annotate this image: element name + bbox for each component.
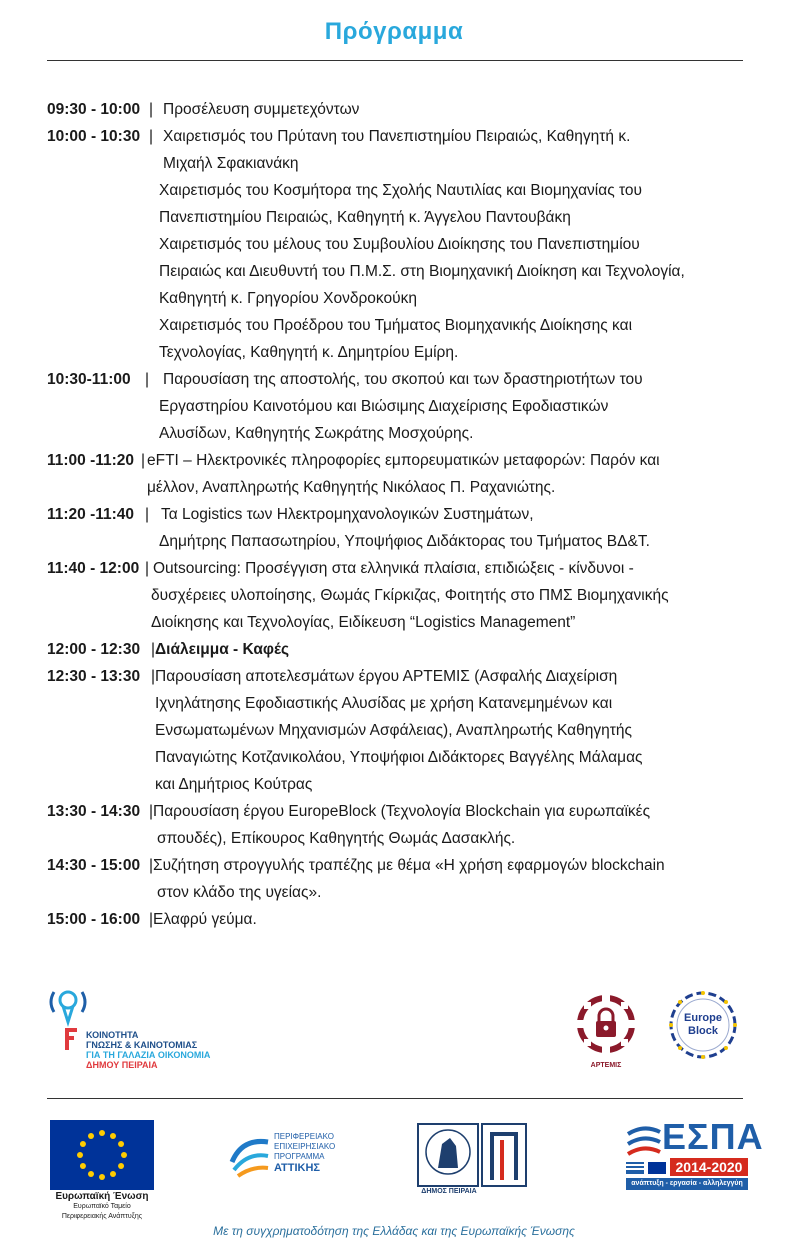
attica-text [274, 1132, 335, 1175]
kgk-line4: ΔΗΜΟΥ ΠΕΙΡΑΙΑ [86, 1060, 158, 1070]
schedule-item [47, 501, 747, 555]
schedule-time: 10:00 - 10:30 [47, 128, 141, 145]
artemis-caption: ΑΡΤΕΜΙΣ [590, 1062, 622, 1069]
page-title: Πρόγραμμα [324, 18, 464, 45]
kgk-line1: ΚΟΙΝΟΤΗΤΑ [86, 1030, 139, 1040]
schedule [47, 96, 747, 933]
schedule-item [47, 123, 747, 366]
schedule-item [47, 96, 747, 123]
attica-line2: ΕΠΙΧΕΙΡΗΣΙΑΚΟ [274, 1142, 336, 1151]
schedule-text-line: Πειραιώς και Διευθυντή του Π.Μ.Σ. στη Βιομηχανική Διοίκηση και Τεχνολογία, [159, 263, 685, 280]
attica-swirl-icon [224, 1132, 274, 1182]
schedule-text-line: Ενσωματωμένων Μηχανισμών Ασφάλειας), Αναπληρωτής Καθηγητής [155, 722, 632, 739]
chain-lock-icon [568, 988, 644, 1060]
schedule-text-line: Τεχνολογίας, Καθηγητή κ. Δημητρίου Εμίρη. [159, 344, 459, 361]
schedule-item [47, 636, 747, 663]
schedule-text-line: Τα Logistics των Ηλεκτρομηχανολογικών Συστημάτων, [161, 506, 534, 523]
schedule-text-line: Χαιρετισμός του Πρύτανη του Πανεπιστημίου Πειραιώς, Καθηγητή κ. [163, 128, 631, 145]
eu-star [99, 1130, 105, 1136]
europeblock-line2: Block [688, 1025, 718, 1037]
eu-star [99, 1174, 105, 1180]
kgk-line3: ΓΙΑ ΤΗ ΓΑΛΑΖΙΑ ΟΙΚΟΝΟΜΙΑ [86, 1050, 211, 1060]
schedule-separator: | [145, 371, 150, 388]
eu-text [46, 1192, 158, 1222]
schedule-text-line: Διοίκησης και Τεχνολογίας, Ειδίκευση “Logistics Management” [151, 614, 576, 631]
eu-star [88, 1133, 94, 1139]
attica-logo [224, 1128, 354, 1188]
schedule-item [47, 663, 747, 798]
bottom-divider [47, 1098, 743, 1099]
schedule-text-line: Χαιρετισμός του Προέδρου του Τμήματος Βιομηχανικής Διοίκησης και [159, 317, 633, 334]
piraeus-emblem-icon [416, 1122, 528, 1188]
eu-star [110, 1171, 116, 1177]
eu-star [80, 1141, 86, 1147]
eu-star [118, 1163, 124, 1169]
schedule-time: 11:40 - 12:00 [47, 560, 140, 577]
eu-star [80, 1163, 86, 1169]
schedule-text-line: Ελαφρύ γεύμα. [153, 911, 257, 928]
schedule-item [47, 366, 747, 447]
eu-star [118, 1141, 124, 1147]
schedule-text-line: Καθηγητή κ. Γρηγορίου Χονδροκούκη [159, 290, 417, 307]
schedule-text-line: Πανεπιστημίου Πειραιώς, Καθηγητή κ. Άγγελου Παντουβάκη [159, 209, 571, 226]
schedule-separator: | [151, 641, 156, 658]
schedule-text-line: Δημήτρης Παπασωτηρίου, Υποψήφιος Διδάκτορας του Τμήματος ΒΔ&Τ. [159, 533, 650, 550]
attica-line4: ΑΤΤΙΚΗΣ [274, 1162, 321, 1174]
schedule-text-line: και Δημήτριος Κούτρας [155, 776, 313, 793]
schedule-text-line: Παρουσίαση της αποστολής, του σκοπού και των δραστηριοτήτων του [163, 371, 643, 388]
europeblock-text [662, 1012, 744, 1038]
top-divider [47, 60, 743, 61]
schedule-text-line: Συζήτηση στρογγυλής τραπέζης με θέμα «Η χρήση εφαρμογών blockchain [153, 857, 665, 874]
schedule-text-line: Μιχαήλ Σφακιανάκη [163, 155, 299, 172]
eu-logo [46, 1120, 158, 1220]
kgk-pin-icon [44, 986, 104, 1032]
schedule-text-line: μέλλον, Αναπληρωτής Καθηγητής Νικόλαος Π. Ραχανιώτης. [147, 479, 556, 496]
eu-star [77, 1152, 83, 1158]
schedule-time: 09:30 - 10:00 [47, 101, 141, 118]
espa-wave-icon [624, 1124, 664, 1160]
schedule-text-line: Αλυσίδων, Καθηγητής Σωκράτης Μοσχούρης. [159, 425, 474, 442]
eu-line2: Ευρωπαϊκό Ταμείο [73, 1203, 131, 1210]
espa-name: ΕΣΠΑ [662, 1116, 764, 1157]
schedule-item [47, 798, 747, 852]
schedule-text-line: Ιχνηλάτησης Εφοδιαστικής Αλυσίδας με χρήση Κατανεμημένων και [155, 695, 613, 712]
eu-star [110, 1133, 116, 1139]
schedule-separator: | [149, 128, 154, 145]
schedule-text-line: Εργαστηρίου Καινοτόμου και Βιώσιμης Διαχείρισης Εφοδιαστικών [159, 398, 609, 415]
europeblock-logo [662, 984, 744, 1066]
espa-logo [624, 1116, 764, 1188]
schedule-separator: | [141, 452, 146, 469]
schedule-separator: | [149, 101, 154, 118]
schedule-text-line: δυσχέρειες υλοποίησης, Θωμάς Γκίρκιζας, Φοιτητής στο ΠΜΣ Βιομηχανικής [151, 587, 669, 604]
schedule-text-line: eFTI – Ηλεκτρονικές πληροφορίες εμπορευματικών μεταφορών: Παρόν και [147, 452, 660, 469]
schedule-time: 15:00 - 16:00 [47, 911, 141, 928]
schedule-time: 11:20 -11:40 [47, 506, 135, 523]
piraeus-caption: ΔΗΜΟΣ ΠΕΙΡΑΙΑ [421, 1188, 477, 1195]
schedule-text-line: Διάλειμμα - Καφές [155, 641, 290, 658]
schedule-time: 12:30 - 13:30 [47, 668, 141, 685]
piraeus-logo [416, 1122, 528, 1198]
schedule-text-line: Outsourcing: Προσέγγιση στα ελληνικά πλαίσια, επιδιώξεις - κίνδυνοι - [153, 560, 634, 577]
eu-star [88, 1171, 94, 1177]
attica-line1: ΠΕΡΙΦΕΡΕΙΑΚΟ [274, 1132, 334, 1141]
schedule-separator: | [145, 560, 150, 577]
schedule-time: 13:30 - 14:30 [47, 803, 141, 820]
kgk-mark-icon [65, 1028, 79, 1050]
schedule-text-line: Προσέλευση συμμετεχόντων [163, 101, 360, 118]
schedule-time: 11:00 -11:20 [47, 452, 135, 469]
schedule-text-line: σπουδές), Επίκουρος Καθηγητής Θωμάς Δασακλής. [157, 830, 516, 847]
schedule-text-line: Παρουσίαση έργου EuropeBlock (Τεχνολογία Blockchain για ευρωπαϊκές [153, 803, 651, 820]
kgk-text [86, 1030, 210, 1070]
kgk-logo [44, 986, 244, 1076]
schedule-text-line: Παναγιώτης Κοτζανικολάου, Υποψήφιοι Διδάκτορες Βαγγέλης Μάλαμας [155, 749, 643, 766]
artemis-logo [568, 988, 644, 1074]
schedule-separator: | [145, 506, 150, 523]
eu-flag-icon [50, 1120, 154, 1190]
schedule-separator: | [149, 857, 154, 874]
eu-star [121, 1152, 127, 1158]
eu-line1: Ευρωπαϊκή Ένωση [55, 1191, 149, 1202]
flags-icon [626, 1162, 666, 1174]
schedule-text-line: Χαιρετισμός του μέλους του Συμβουλίου Διοίκησης του Πανεπιστημίου [159, 236, 640, 253]
espa-motto: ανάπτυξη - εργασία - αλληλεγγύη [626, 1178, 748, 1190]
schedule-separator: | [149, 803, 154, 820]
europeblock-line1: Europe [684, 1012, 722, 1024]
schedule-time: 14:30 - 15:00 [47, 857, 141, 874]
schedule-item [47, 852, 747, 906]
attica-line3: ΠΡΟΓΡΑΜΜΑ [274, 1152, 325, 1161]
kgk-line2: ΓΝΩΣΗΣ & ΚΑΙΝΟΤΟΜΙΑΣ [86, 1040, 198, 1050]
schedule-text-line: Παρουσίαση αποτελεσμάτων έργου ΑΡΤΕΜΙΣ (Ασφαλής Διαχείριση [155, 668, 618, 685]
schedule-item [47, 447, 747, 501]
schedule-separator: | [151, 668, 156, 685]
schedule-item [47, 555, 747, 636]
cofunding-note: Με τη συγχρηματοδότηση της Ελλάδας και της Ευρωπαϊκής Ένωσης [213, 1224, 575, 1238]
schedule-text-line: Χαιρετισμός του Κοσμήτορα της Σχολής Ναυτιλίας και Βιομηχανίας του [159, 182, 642, 199]
schedule-text-line: στον κλάδο της υγείας». [157, 884, 322, 901]
schedule-time: 10:30-11:00 [47, 371, 131, 388]
espa-years: 2014-2020 [670, 1158, 748, 1176]
schedule-time: 12:00 - 12:30 [47, 641, 141, 658]
schedule-separator: | [149, 911, 154, 928]
eu-line3: Περιφερειακής Ανάπτυξης [61, 1213, 143, 1220]
schedule-item [47, 906, 747, 933]
